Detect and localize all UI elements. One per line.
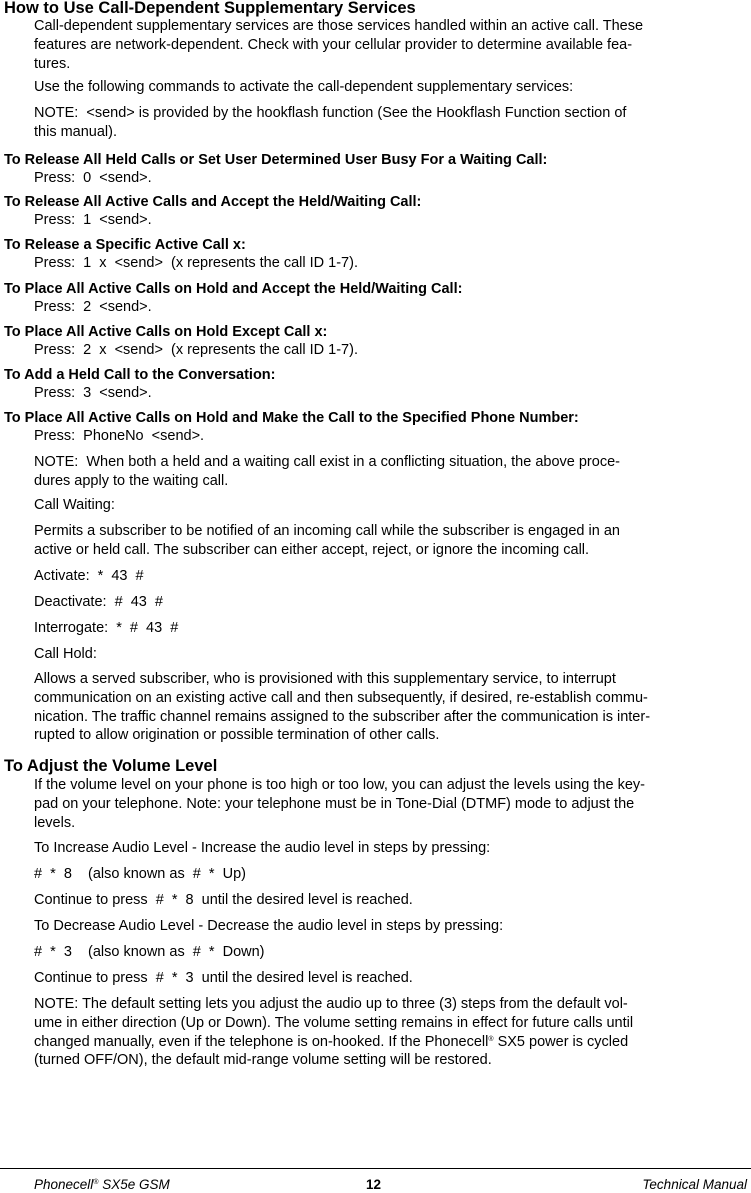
command-heading-hold-accept: To Place All Active Calls on Hold and Accept the Held/Waiting Call: bbox=[4, 281, 463, 297]
increase-audio-label: To Increase Audio Level - Increase the audio level in steps by pressing: bbox=[34, 840, 491, 856]
footer-brand: Phonecell bbox=[34, 1177, 94, 1192]
command-heading-add-held: To Add a Held Call to the Conversation: bbox=[4, 367, 276, 383]
note-conflict: NOTE: When both a held and a waiting call exist in a conflicting situation, the above proce- dures apply to the waiting call. bbox=[34, 454, 620, 489]
call-waiting-activate: Activate: * 43 # bbox=[34, 568, 144, 584]
command-press-hold-except: Press: 2 x <send> (x represents the call ID 1-7). bbox=[34, 342, 358, 358]
command-heading-hold-and-call: To Place All Active Calls on Hold and Make the Call to the Specified Phone Number: bbox=[4, 410, 579, 426]
decrease-audio-continue: Continue to press # * 3 until the desired level is reached. bbox=[34, 970, 413, 986]
command-heading-release-specific: To Release a Specific Active Call x: bbox=[4, 237, 246, 253]
call-hold-description: Allows a served subscriber, who is provisioned with this supplementary service, to interrupt communication on an existing active call and then subsequently, if desired, re-establish commu- nication. The traffic channel remains assigned to the subscriber after the communication is inter- rupted to allow origination or possible termination of other calls. bbox=[34, 671, 651, 744]
call-waiting-label: Call Waiting: bbox=[34, 497, 115, 513]
use-following-text: Use the following commands to activate the call-dependent supplementary services: bbox=[34, 79, 574, 95]
command-press-hold-and-call: Press: PhoneNo <send>. bbox=[34, 428, 205, 444]
command-heading-hold-except: To Place All Active Calls on Hold Except Call x: bbox=[4, 324, 328, 340]
registered-mark: ® bbox=[488, 1035, 494, 1043]
page-number: 12 bbox=[366, 1177, 382, 1192]
footer-model: SX5e GSM bbox=[98, 1177, 170, 1192]
section-title-volume: To Adjust the Volume Level bbox=[4, 757, 218, 775]
call-waiting-description: Permits a subscriber to be notified of an incoming call while the subscriber is engaged in an active or held call. The subscriber can either accept, reject, or ignore the incoming call. bbox=[34, 523, 620, 558]
call-waiting-deactivate: Deactivate: # 43 # bbox=[34, 594, 163, 610]
command-press-hold-accept: Press: 2 <send>. bbox=[34, 299, 152, 315]
command-press-add-held: Press: 3 <send>. bbox=[34, 385, 152, 401]
command-press-release-specific: Press: 1 x <send> (x represents the call ID 1-7). bbox=[34, 255, 358, 271]
command-press-release-active: Press: 1 <send>. bbox=[34, 212, 152, 228]
footer-registered-mark: ® bbox=[93, 1179, 99, 1186]
volume-note-part1: NOTE: The default setting lets you adjust the audio up to three (3) steps from the default vol- ume in either direction (Up or Down). The volume setting remains in effect for future calls until changed manually, even if the telephone is on-hooked. If the Phonecell bbox=[34, 996, 634, 1050]
call-hold-label: Call Hold: bbox=[34, 646, 97, 662]
call-waiting-interrogate: Interrogate: * # 43 # bbox=[34, 620, 179, 636]
command-heading-release-held: To Release All Held Calls or Set User Determined User Busy For a Waiting Call: bbox=[4, 152, 548, 168]
command-heading-release-active: To Release All Active Calls and Accept the Held/Waiting Call: bbox=[4, 194, 422, 210]
note-send: NOTE: <send> is provided by the hookflash function (See the Hookflash Function section of this manual). bbox=[34, 105, 627, 140]
section-title-supplementary-services: How to Use Call-Dependent Supplementary Services bbox=[4, 0, 416, 17]
footer-product bbox=[34, 1177, 170, 1193]
footer-manual-title: Technical Manual bbox=[642, 1177, 747, 1192]
footer-divider bbox=[0, 1168, 751, 1169]
command-press-release-held: Press: 0 <send>. bbox=[34, 170, 152, 186]
increase-audio-keys: # * 8 (also known as # * Up) bbox=[34, 866, 246, 882]
volume-intro: If the volume level on your phone is too high or too low, you can adjust the levels using the key- pad on your telephone. Note: your telephone must be in Tone-Dial (DTMF) mode to adjust the levels. bbox=[34, 777, 645, 831]
supplementary-intro: Call-dependent supplementary services are those services handled within an active call. These features are network-dependent. Check with your cellular provider to determine available fea- tures. bbox=[34, 18, 644, 72]
increase-audio-continue: Continue to press # * 8 until the desired level is reached. bbox=[34, 892, 413, 908]
decrease-audio-keys: # * 3 (also known as # * Down) bbox=[34, 944, 265, 960]
decrease-audio-label: To Decrease Audio Level - Decrease the audio level in steps by pressing: bbox=[34, 918, 504, 934]
volume-note bbox=[34, 995, 746, 1070]
volume-note-part2: SX5 power is cycled (turned OFF/ON), the default mid-range volume setting will be restored. bbox=[34, 1033, 629, 1069]
